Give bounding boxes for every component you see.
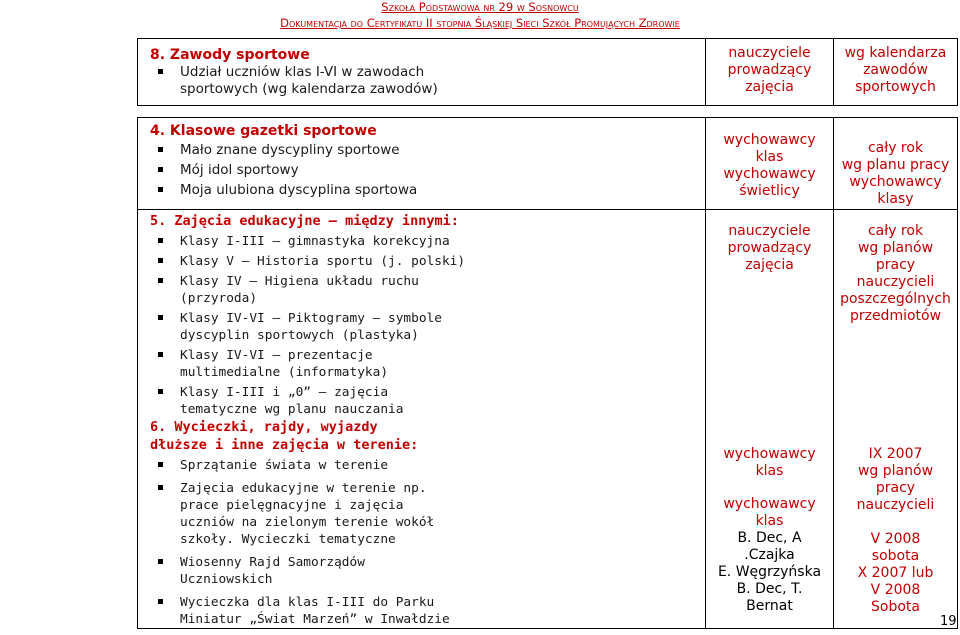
responsible-line: prowadzący (727, 240, 812, 256)
bullet-list (150, 64, 695, 98)
list-item: Klasy I-III – gimnastyka korekcyjna (150, 233, 695, 250)
responsible-cell (706, 418, 834, 629)
timing-line: pracy (875, 257, 916, 273)
timing-line: IX 2007 (868, 446, 923, 462)
bullet-icon (158, 187, 163, 192)
list-item: Klasy IV-VI – prezentacje multimedialne (informatyka) (150, 347, 460, 381)
bullet-list (150, 142, 695, 199)
timing-line: X 2007 lub (857, 565, 934, 581)
timing-line: zawodów (863, 62, 928, 78)
timing-line: wg kalendarza (844, 45, 947, 61)
timing-line: V 2008 (870, 582, 921, 598)
timing-line: nauczycieli (856, 274, 935, 290)
responsible-line: nauczyciele (728, 223, 811, 239)
responsible-line: wychowawcy (723, 446, 816, 462)
responsible-line: klas (755, 463, 784, 479)
timing-line: poszczególnych (840, 291, 951, 307)
header-school-name: Szkoła Podstawowa nr 29 w Sosnowcu (381, 0, 579, 14)
timing-line: pracy (875, 480, 916, 496)
responsible-line: .Czajka (744, 547, 795, 563)
activity-cell (138, 418, 706, 629)
list-item: Udział uczniów klas I-VI w zawodach sportowych (wg kalendarza zawodów) (150, 64, 455, 98)
bullet-icon (158, 352, 163, 357)
timing-line: wg planu pracy (841, 157, 950, 173)
table-row (138, 39, 958, 106)
table-row (138, 118, 958, 210)
activity-cell (138, 210, 706, 419)
timing-line: V 2008 (870, 531, 921, 547)
bullet-icon (158, 69, 163, 74)
bullet-list (150, 457, 695, 628)
bullet-icon (158, 258, 163, 263)
timing-cell (834, 418, 958, 629)
activity-cell (138, 118, 706, 210)
header-doc-title: Dokumentacja do Certyfikatu II stopnia Śląskiej Sieci Szkół Promujących Zdrowie (280, 16, 680, 30)
section-title: 4. Klasowe gazetki sportowe (150, 123, 377, 139)
responsible-line: B. Dec, T. (736, 581, 803, 597)
bullet-icon (158, 462, 163, 467)
list-item: Wycieczka dla klas I-III do Parku Miniatur „Świat Marzeń” w Inwałdzie (150, 594, 450, 628)
responsible-line: wychowawcy (723, 132, 816, 148)
timing-line: sportowych (855, 79, 936, 95)
timing-line: wg planów (857, 240, 934, 256)
responsible-line: świetlicy (739, 183, 800, 199)
responsible-line: wychowawcy (723, 166, 816, 182)
responsible-cell (706, 118, 834, 210)
responsible-cell (706, 210, 834, 419)
bullet-icon (158, 485, 163, 490)
responsible-line: nauczyciele (728, 45, 811, 61)
bullet-list (150, 233, 695, 418)
responsible-cell (706, 39, 834, 106)
timing-line: klasy (877, 191, 914, 207)
activity-cell (138, 39, 706, 106)
table-row (138, 418, 958, 629)
section-title: 8. Zawody sportowe (150, 47, 310, 63)
responsible-line: E. Węgrzyńska (717, 564, 822, 580)
timing-line (834, 514, 957, 531)
timing-cell (834, 118, 958, 210)
timing-line: sobota (871, 548, 920, 564)
timing-cell (834, 210, 958, 419)
bullet-icon (158, 147, 163, 152)
bullet-icon (158, 315, 163, 320)
activities-table (137, 38, 958, 629)
list-item: Wiosenny Rajd Samorządów Uczniowskich (150, 554, 440, 588)
list-item: Sprzątanie świata w terenie (150, 457, 695, 474)
responsible-line: zajęcia (745, 257, 794, 273)
list-item: Klasy IV – Higiena układu ruchu (przyroda) (150, 273, 460, 307)
list-item: Mój idol sportowy (150, 162, 695, 179)
bullet-icon (158, 559, 163, 564)
list-item: Klasy V – Historia sportu (j. polski) (150, 253, 695, 270)
responsible-line: klas (755, 513, 784, 529)
section-title: 5. Zajęcia edukacyjne – między innymi: (150, 213, 459, 229)
timing-line: przedmiotów (849, 308, 942, 324)
responsible-line: wychowawcy (723, 496, 816, 512)
bullet-icon (158, 389, 163, 394)
timing-line: cały rok (867, 140, 924, 156)
bullet-icon (158, 599, 163, 604)
responsible-line: B. Dec, A (737, 530, 802, 546)
responsible-line: klas (755, 149, 784, 165)
bullet-icon (158, 238, 163, 243)
table-row (138, 210, 958, 419)
timing-line: cały rok (867, 223, 924, 239)
list-item: Zajęcia edukacyjne w terenie np. prace pielęgnacyjne i zajęcia uczniów na zielonym terenie wokół szkoły. Wycieczki tematyczne (150, 480, 450, 548)
responsible-line: prowadzący (727, 62, 812, 78)
timing-line: Sobota (871, 599, 920, 615)
timing-cell (834, 39, 958, 106)
list-item: Klasy IV-VI – Piktogramy – symbole dyscyplin sportowych (plastyka) (150, 310, 460, 344)
list-item: Klasy I-III i „0” – zajęcia tematyczne wg planu nauczania (150, 384, 460, 418)
responsible-line: Bernat (746, 598, 793, 614)
timing-line: wg planów (857, 463, 934, 479)
bullet-icon (158, 278, 163, 283)
responsible-line: zajęcia (745, 79, 794, 95)
list-item: Moja ulubiona dyscyplina sportowa (150, 182, 695, 199)
bullet-icon (158, 167, 163, 172)
timing-line: wychowawcy (849, 174, 942, 190)
page-number: 19 (940, 614, 957, 629)
timing-line: nauczycieli (856, 497, 935, 513)
list-item: Mało znane dyscypliny sportowe (150, 142, 695, 159)
section-title: 6. Wycieczki, rajdy, wyjazdy dłuższe i inne zajęcia w terenie: (150, 419, 419, 453)
